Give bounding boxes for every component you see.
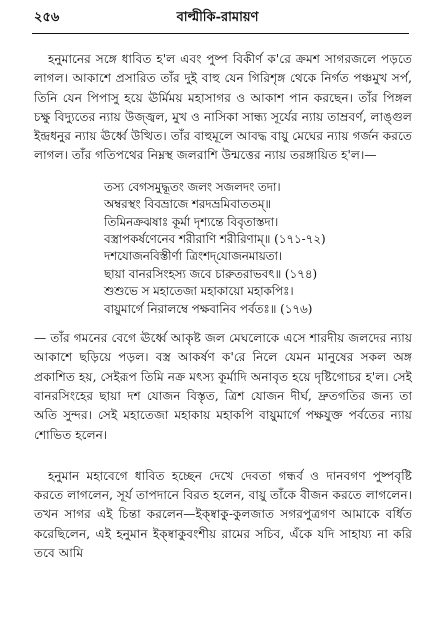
verse-line: দশযোজনবিস্তীর্ণা ত্রিংশদ্‌যোজনমায়তা। (104, 249, 283, 264)
verse-line: তস্য বেগসমুদ্ধূতং জলং সজলদং তদা। (104, 179, 281, 194)
verse-line: বস্ত্রাপকর্ষণেনেব শরীরাণি শরীরিণাম্॥ (১৭১-৭২) (104, 232, 326, 246)
verse-line: বায়ুমার্গে নিরালম্বে পক্ষবানিব পর্বতঃ॥ (১৭৬) (104, 301, 313, 316)
paragraph-spacer (34, 445, 412, 467)
paragraph-2: — তাঁর গমনের বেগে ঊর্ধ্বে আকৃষ্ট জল মেঘলোকে এসে শারদীয় জলদের ন্যায় আকাশে ছড়িয়ে পড়ল। বস্ত্র আকর্ষণ ক'রে নিলে যেমন মানুষের সকল অঙ্গ প্রকাশিত হয়, সেইরূপ তিমি নক্র মৎস্য কূর্মাদি অনাবৃত হয়ে দৃষ্টিগোচর হ'ল। সেই বানরসিংহের ছায়া দশ যোজন বিস্তৃত, ত্রিশ যোজন দীর্ঘ, দ্রুতগতির জন্য তা অতি সুন্দর। সেই মহাতেজা মহাকায় মহাকপি বায়ুমার্গে পক্ষযুক্ত পর্বতের ন্যায় শোভিত হলেন। (34, 331, 412, 442)
running-title: বাল্মীকি-রামায়ণ (176, 10, 259, 25)
verse-line: তিমিনক্রঝষাঃ কূর্মা দৃশ্যন্তে বিবৃতাস্তদা। (104, 214, 279, 229)
paragraph-3: হনুমান মহাবেগে ধাবিত হচ্ছেন দেখে দেবতা গন্ধর্ব ও দানবগণ পুষ্পবৃষ্টি করতে লাগলেন, সূর্য তাপদানে বিরত হলেন, বায়ু তাঁকে বীজন করতে লাগলেন। তখন সাগর এই চিন্তা করলেন—ইক্ষ্বাকু-কুলজাত সগরপুত্রগণ আমাকে বর্ধিত করেছিলেন, এই হনুমান ইক্ষ্বাকুবংশীয় রামের সচিব, এঁকে যদি সাহায্য না করি তবে আমি (34, 468, 412, 560)
verse-block (104, 179, 412, 318)
verse-line: শুশুভে স মহাতেজা মহাকায়ো মহাকপিঃ। (104, 284, 294, 299)
page-header (0, 6, 435, 28)
paragraph-1: হনুমানের সঙ্গে ধাবিত হ'ল এবং পুষ্প বিকীর্ণ ক'রে ক্রমশ সাগরজলে পড়তে লাগল। আকাশে প্রসারিত তাঁর দুই বাহু যেন গিরিশৃঙ্গ থেকে নির্গত পঞ্চমুখ সর্প, তিনি যেন পিপাসু হয়ে ঊর্মিময় মহাসাগর ও আকাশ পান করছেন। তাঁর পিঙ্গল চক্ষু বিদ্যুতের ন্যায় উজ্জ্বল, মুখ ও নাসিকা সান্ধ্য সূর্যের ন্যায় তাম্রবর্ণ, লাঙ্গুল ইন্দ্রধনুর ন্যায় ঊর্ধ্বে উত্থিত। তাঁর বাহুমূলে আবদ্ধ বায়ু মেঘের ন্যায় গর্জন করতে লাগল। তাঁর গতিপথের নিম্নস্থ জলরাশি উন্মত্তের ন্যায় তরঙ্গায়িত হ'ল।— (34, 52, 412, 163)
verse-line: ছায়া বানরসিংহস্য জবে চারুতরাভবৎ॥ (১৭৪) (104, 266, 318, 281)
header-rule (32, 33, 409, 34)
page-number: ২৫৬ (34, 10, 60, 25)
verse-line: অম্বরস্থং বিবভ্রাজে শরদভ্রমিবাততম্॥ (104, 197, 272, 212)
page-body (34, 50, 412, 563)
